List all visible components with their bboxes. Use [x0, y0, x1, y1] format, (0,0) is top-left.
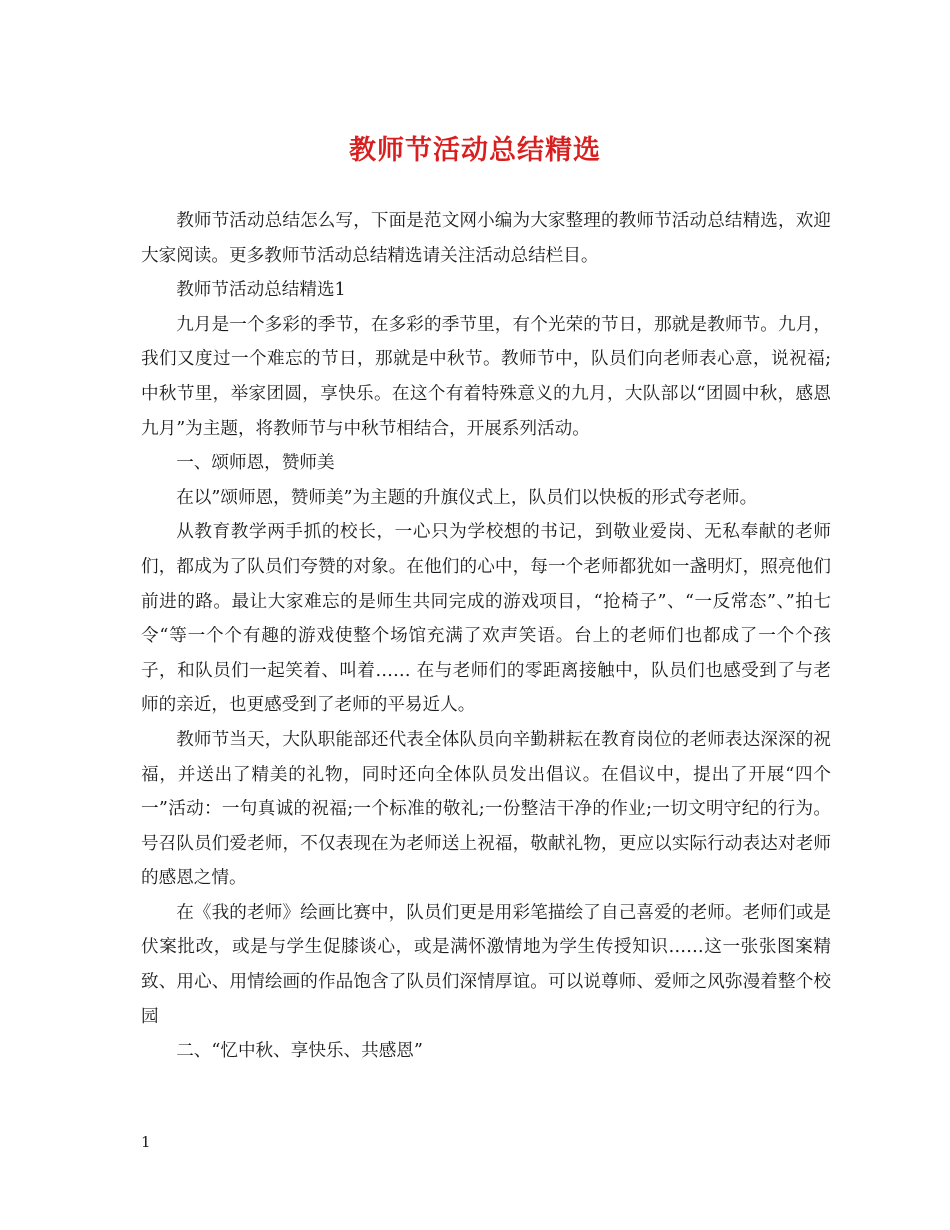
body-paragraph: 从教育教学两手抓的校长，一心只为学校想的书记，到敬业爱岗、无私奉献的老师们，都成为了队员们夸赞的对象。在他们的心中，每一个老师都犹如一盏明灯，照亮他们前进的路。最让大家难忘的是师生共同完成的游戏项目，“抢椅子”、“一反常态”、”拍七令“等一个个有趣的游戏使整个场馆充满了欢声笑语。台上的老师们也都成了一个个孩子，和队员们一起笑着、叫着…… 在与老师们的零距离接触中，队员们也感受到了与老师的亲近，也更感受到了老师的平易近人。: [141, 522, 831, 716]
document-title: 教师节活动总结精选: [349, 135, 601, 166]
body-paragraph: 在以”颂师恩，赞师美”为主题的升旗仪式上，队员们以快板的形式夸老师。: [176, 487, 758, 508]
body-paragraph: 在《我的老师》绘画比赛中，队员们更是用彩笔描绘了自己喜爱的老师。老师们或是伏案批改，或是与学生促膝谈心，或是满怀激情地为学生传授知识……这一张张图案精致、用心、用情绘画的作品饱含了队员们深情厚谊。可以说尊师、爱师之风弥漫着整个校园: [141, 902, 831, 1027]
body-paragraph: 教师节当天，大队职能部还代表全体队员向辛勤耕耘在教育岗位的老师表达深深的祝福，并送出了精美的礼物，同时还向全体队员发出倡议。在倡议中，提出了开展“四个一”活动：一句真诚的祝福;一个标准的敬礼;一份整洁干净的作业;一切文明守纪的行为。号召队员们爱老师，不仅表现在为老师送上祝福，敬献礼物，更应以实际行动表达对老师的感恩之情。: [141, 729, 831, 889]
section-heading: 教师节活动总结精选1: [176, 280, 346, 301]
document-body: [141, 204, 831, 1069]
body-paragraph: 九月是一个多彩的季节，在多彩的季节里，有个光荣的节日，那就是教师节。九月，我们又度过一个难忘的节日，那就是中秋节。教师节中，队员们向老师表心意，说祝福;中秋节里，举家团圆，享快乐。在这个有着特殊意义的九月，大队部以“团圆中秋，感恩九月”为主题，将教师节与中秋节相结合，开展系列活动。: [141, 314, 831, 439]
subsection-heading: 一、颂师恩，赞师美: [176, 453, 335, 474]
intro-paragraph: 教师节活动总结怎么写，下面是范文网小编为大家整理的教师节活动总结精选，欢迎大家阅读。更多教师节活动总结精选请关注活动总结栏目。: [141, 211, 831, 266]
page-number: 1: [141, 1133, 151, 1151]
subsection-heading: 二、“忆中秋、享快乐、共感恩”: [176, 1041, 423, 1062]
